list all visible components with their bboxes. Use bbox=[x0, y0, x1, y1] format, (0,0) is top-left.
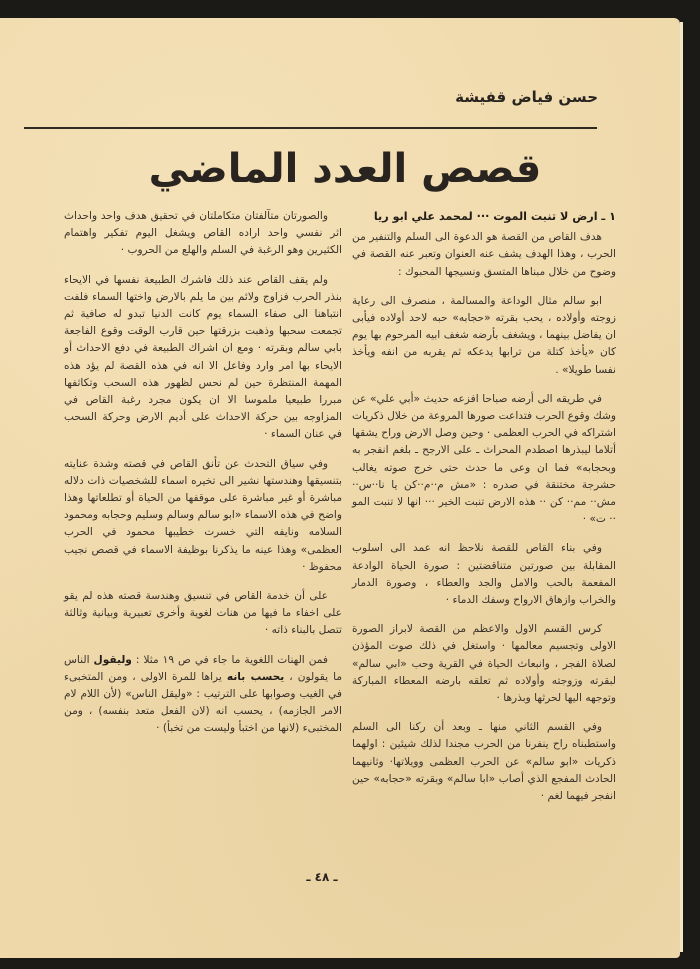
text-span: فمن الهنات اللغوية ما جاء في ص ١٩ مثلا : bbox=[131, 653, 328, 666]
paragraph: وفي القسم الثاني منها ـ وبعد أن ركنا الى السلم واستطبناه راح ينفرنا من الحرب مجندا لذلك شيئين : اولهما ذكريات «ابو سالم» عن الحرب العظمى وويلاتها· وثانيهما الحادث المفجع الذي أصاب «ابا سالم» وبقرته «حجابه» حين انفجر فيهما لغم · bbox=[352, 721, 616, 803]
section-heading: ١ ـ ارض لا تنبت الموت ··· لمحمد علي ابو ريا bbox=[373, 210, 616, 223]
page-number: ـ ٤٨ ـ bbox=[306, 870, 338, 884]
header-rule bbox=[24, 127, 597, 129]
paragraph: ابو سالم مثال الوداعة والمسالمة ، منصرف الى رعاية زوجته وأولاده ، يحب بقرته «حجابه» حبه لاحد أولاده فيأبى ان يفاضل بينهما ، ويشغف بأرضه شغف ابيه المرحوم بها يوم كان «يأخذ كتلة من ترابها يدعكه ثم يقربه من انفه ويأخذ نفسا طويلا» . bbox=[352, 294, 616, 376]
paragraph: في طريقه الى أرضه صباحا افزعه حديث «أبي علي» عن وشك وقوع الحرب فتداعت صورها المروعة من خلال ذكريات اشتراكه في الحرب العظمى · وحين وصل الارض وراح يشقها أتلاما ليبذرها اصطدم المحراث ـ على الارجح ـ بلغم انفجر به وبحجابه» فما ان وعى ما حدث حتى خرج صوته يغالب حشرجة مختنقة في صدره : «مش م··م··كن يا نا··س·· مش·· مم·· كن ·· هذه الارض تنبت الخير ··· انها لا تنبت المو ·· ت» · bbox=[352, 392, 616, 526]
page-edge bbox=[680, 22, 683, 952]
left-column bbox=[64, 208, 342, 750]
bold-text: يحسب بانه bbox=[226, 670, 285, 683]
paragraph: والصورتان متآلفتان متكاملتان في تحقيق هدف واحد واحداث اثر نفسي واحد اراده القاص ويشغل اليوم تفكير واهتمام الكثيرين وهو الرغبة في السلم والهلع من الحروب · bbox=[64, 210, 342, 257]
paragraph: هدف القاص من القصة هو الدعوة الى السلم والتنفير من الحرب ، وهذا الهدف يشف عنه العنوان وتعبر عنه القصة في وضوح من خلال مبناها المتسق ونسيجها المحبوك : bbox=[352, 231, 616, 278]
paragraph: على أن خدمة القاص في تنسيق وهندسة قصته هذه لم يقو على اخفاء ما فيها من هنات لغوية وأخرى تعبيرية وبيانية وثالثة تتصل بالبناء ذاته · bbox=[64, 590, 342, 637]
paragraph: ولم يقف القاص عند ذلك فاشرك الطبيعة نفسها في الايحاء بنذر الحرب فزاوج ولائم بين ما يلم بالارض واختها السماء فلفت انتباهنا الى صفاء السماء يوم كانت الدنيا تبدو له صافية ثم تجمعت سحبها وذهبت بزرقتها حين قارب الوقت وقوع الفاجعة بابي سالم وبقرته · ومع ان اشراك الطبيعة في دفع الاحداث أو الايحاء بها امر وارد وفاعل الا انه في هذه القصة لم يؤد هذه المهمة المنتظرة حين لم نحس لظهور هذه السحب وتكاثفها مبررا طبيعيا ملموسا الا ان يكون مجرد رغبة القاص في المزاوجه بين حركة الاحداث على أديم الارض وحركة السحب في عنان السماء · bbox=[64, 273, 342, 441]
paragraph-errors bbox=[64, 652, 342, 738]
right-column bbox=[352, 208, 616, 817]
bold-text: وليقول bbox=[93, 653, 132, 666]
paragraph: كرس القسم الاول والاعظم من القصة لابراز الصورة الاولى وتجسيم معالمها · واستغل في ذلك صوت المؤذن لصلاة الفجر ، وانبعاث الحياة في القرية وحب «ابي سالم» لبقرته وزوجته وأولاده ثم تعلقه بارضه المعطاء المباركة وتوجهه اليها لحرثها وبذرها · bbox=[352, 623, 616, 705]
text-span: الناس ما يقولون ، bbox=[64, 653, 342, 683]
paragraph: وفي سياق التحدث عن تأنق القاص في قصته وشدة عنايته بتنسيقها وهندستها نشير الى تخيره اسماء للشخصيات ذات دلاله مباشرة أو غير مباشرة على موقفها من الحياة أو تطلعاتها وهذا واضح في هذه الاسماء «ابو سالم وسالم وسليم وحجابه ومحمود السلامه ونايفه التي خسرت خطيبها محمود في الحرب العظمى» وهذا عينه ما يذكرنا بوظيفة الاسماء في قصص نجيب محفوظ · bbox=[64, 457, 342, 573]
author-name: حسن فياض قفيشة bbox=[455, 88, 598, 106]
paragraph: وفي بناء القاص للقصة نلاحظ انه عمد الى اسلوب المقابلة بين صورتين متناقضتين : صورة الحياة الوادعة المفعمة بالحب والامل والجد والعطاء ، وصورة الدمار والخراب وازهاق الارواح وسفك الدماء · bbox=[352, 542, 616, 607]
text-span: يراها للمرة الاولى ، ومن المتخبىء في الغيب وصوابها على الترتيب : «وليقل الناس» (لأن اللام لام الامر الجازمه) ، يحسب انه (لان الفعل متعد بنفسه) ، ومن المختبىء (لانها من اختبأ وليست من تخبأ) · bbox=[64, 670, 342, 735]
article-title: قصص العدد الماضي bbox=[148, 146, 542, 192]
